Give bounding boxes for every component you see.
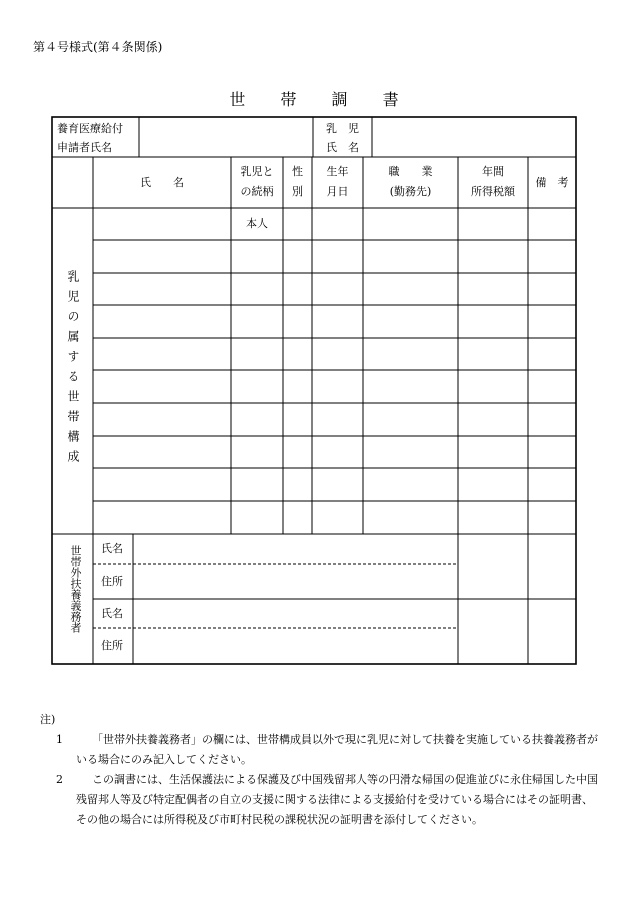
notes-heading: 注) xyxy=(40,713,56,726)
note-item xyxy=(40,770,600,830)
title-char: 書 xyxy=(382,90,401,109)
note-number: 1 xyxy=(56,733,63,746)
title-char: 調 xyxy=(331,90,350,109)
form-number-label: 第４号様式(第４条関係) xyxy=(33,40,163,54)
col-header-dob-line1: 生年 xyxy=(326,165,349,178)
note-item xyxy=(40,730,600,770)
supporter2-name-label: 氏名 xyxy=(101,607,123,620)
table-border xyxy=(52,117,576,664)
col-header-relation-line2: の続柄 xyxy=(240,185,274,198)
first-row-relation: 本人 xyxy=(246,217,268,230)
supporter1-name-label: 氏名 xyxy=(101,542,123,555)
supporter1-address-label: 住所 xyxy=(101,575,123,588)
note-text: この調書には、生活保護法による保護及び中国残留邦人等の円滑な帰国の促進並びに永住帰国した中国残留邦人等及び特定配偶者の自立の支援に関する法律による支援給付を受けている場合にはその証明書、その他の場合には所得税及び市町村民税の課税状況の証明書を添付してください。 xyxy=(76,773,598,826)
col-header-sex-line2: 別 xyxy=(292,185,303,198)
col-header-dob-line2: 月日 xyxy=(326,185,349,198)
supporter2-address-label: 住所 xyxy=(101,639,123,652)
title-char: 世 xyxy=(229,90,248,109)
col-header-tax-line1: 年間 xyxy=(482,165,504,178)
supporters-section-label: 世帯外扶養義務者 xyxy=(69,545,82,633)
note-number: 2 xyxy=(56,773,63,786)
applicant-label-line2: 申請者氏名 xyxy=(57,141,112,154)
household-section-label: 乳児の属する世帯構成 xyxy=(66,270,80,470)
notes-section xyxy=(40,710,600,830)
col-header-name: 氏 名 xyxy=(140,176,184,189)
infant-label-line2: 氏 名 xyxy=(326,141,359,154)
infant-label-line1: 乳 児 xyxy=(326,122,359,135)
col-header-tax-line2: 所得税額 xyxy=(471,185,515,198)
applicant-label-line1: 養育医療給付 xyxy=(57,122,123,135)
note-text: 「世帯外扶養義務者」の欄には、世帯構成員以外で現に乳児に対して扶養を実施している扶養義務者がいる場合にのみ記入してください。 xyxy=(76,733,598,766)
title-char: 帯 xyxy=(280,90,299,109)
col-header-job-line1: 職 業 xyxy=(388,165,433,178)
col-header-sex-line1: 性 xyxy=(292,165,303,178)
col-header-remarks: 備 考 xyxy=(535,176,569,189)
col-header-relation-line1: 乳児と xyxy=(240,165,274,178)
col-header-job-line2: (勤務先) xyxy=(389,185,432,198)
